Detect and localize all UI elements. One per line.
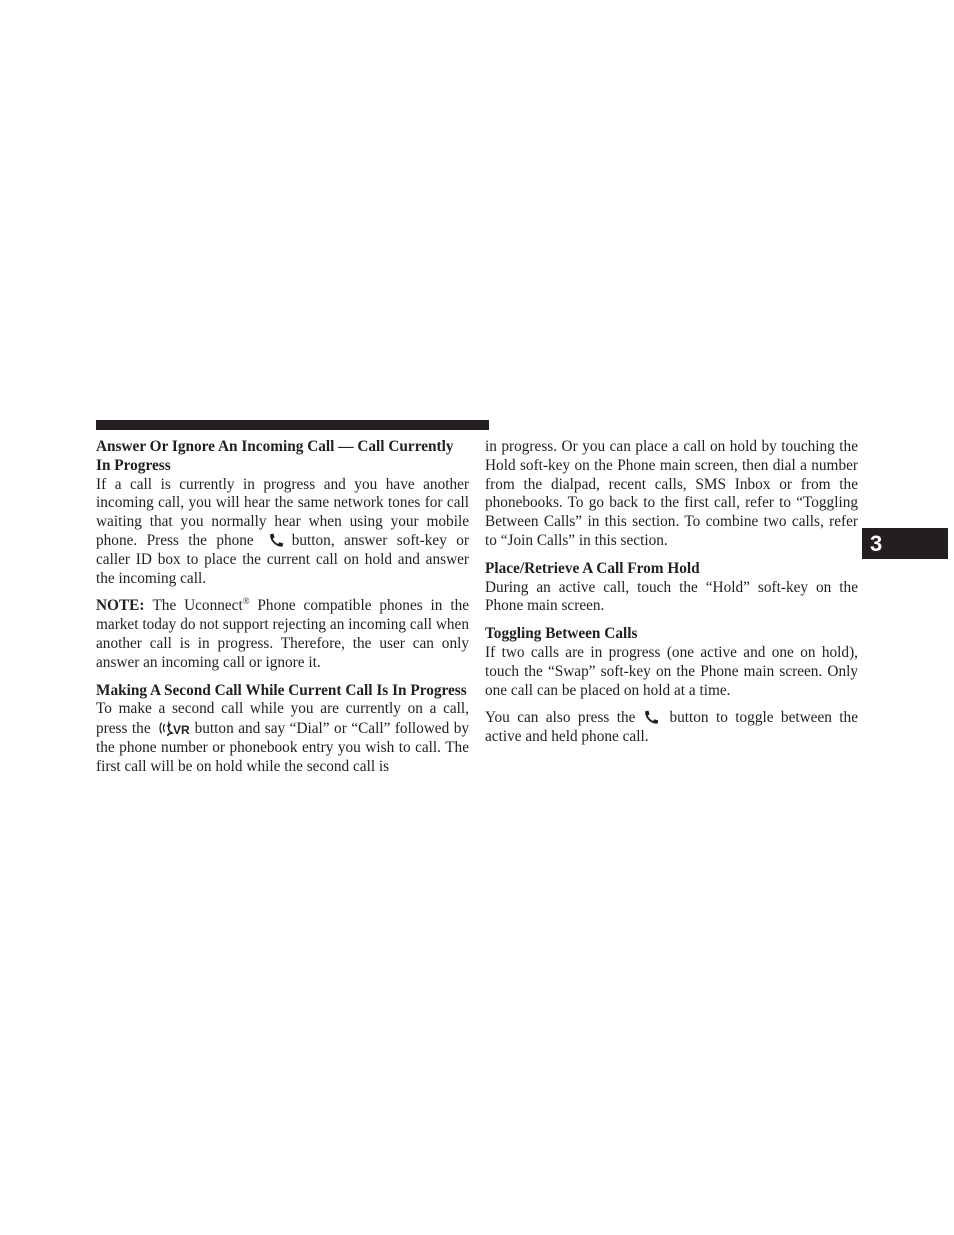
paragraph-hold: During an active call, touch the “Hold” soft-key on the Phone main screen. — [485, 578, 858, 615]
note-label: NOTE: — [96, 597, 145, 615]
heading-toggling: Toggling Between Calls — [485, 625, 638, 643]
paragraph-answer-ignore: If a call is currently in progress and you have another incoming call, you will hear the same network tones for call waiting that you normally hear when using your mobile phone. Press the phone button, answer soft-key or caller ID box to place the current call on hold and answer the incoming call. — [96, 475, 469, 587]
heading-second-call: Making A Second Call While Current Call Is In Progress — [96, 681, 467, 699]
note-paragraph: NOTE: The Uconnect® Phone compatible phones in the market today do not support rejecting an incoming call when another call is in progress. Therefore, the user can only answer an incoming call or ignore it. — [96, 596, 470, 671]
paragraph-toggle-button: You can also press the button to toggle between the active and held phone call. — [485, 709, 858, 746]
paragraph-toggling: If two calls are in progress (one active and one on hold), touch the “Swap” soft-key on the Phone main screen. Only one call can be placed on hold at a time. — [485, 643, 858, 699]
left-column — [96, 438, 469, 777]
paragraph-continued: in progress. Or you can place a call on hold by touching the Hold soft-key on the Phone main screen, then dial a number from the dialpad, recent calls, SMS Inbox or from the phonebooks. To go back to the first call, refer to “Toggling Between Calls” in this section. To combine two calls, refer to “Join Calls” in this section. — [485, 438, 858, 549]
section-tab: 3 — [862, 528, 948, 559]
paragraph-second-call: To make a second call while you are currently on a call, press the VR button and say “Dial” or “Call” followed by the phone number or phonebook entry you wish to call. The first call will be on hold while the second call is — [96, 700, 470, 775]
voice-recognition-icon — [157, 719, 193, 737]
section-rule — [96, 420, 489, 430]
heading-hold: Place/Retrieve A Call From Hold — [485, 559, 700, 577]
phone-icon — [268, 533, 286, 548]
registered-mark: ® — [242, 596, 250, 607]
phone-icon — [643, 710, 661, 725]
heading-answer-ignore: Answer Or Ignore An Incoming Call — Call Currently In Progress — [96, 438, 454, 474]
right-column — [485, 438, 858, 747]
svg-text:VR: VR — [172, 723, 190, 738]
